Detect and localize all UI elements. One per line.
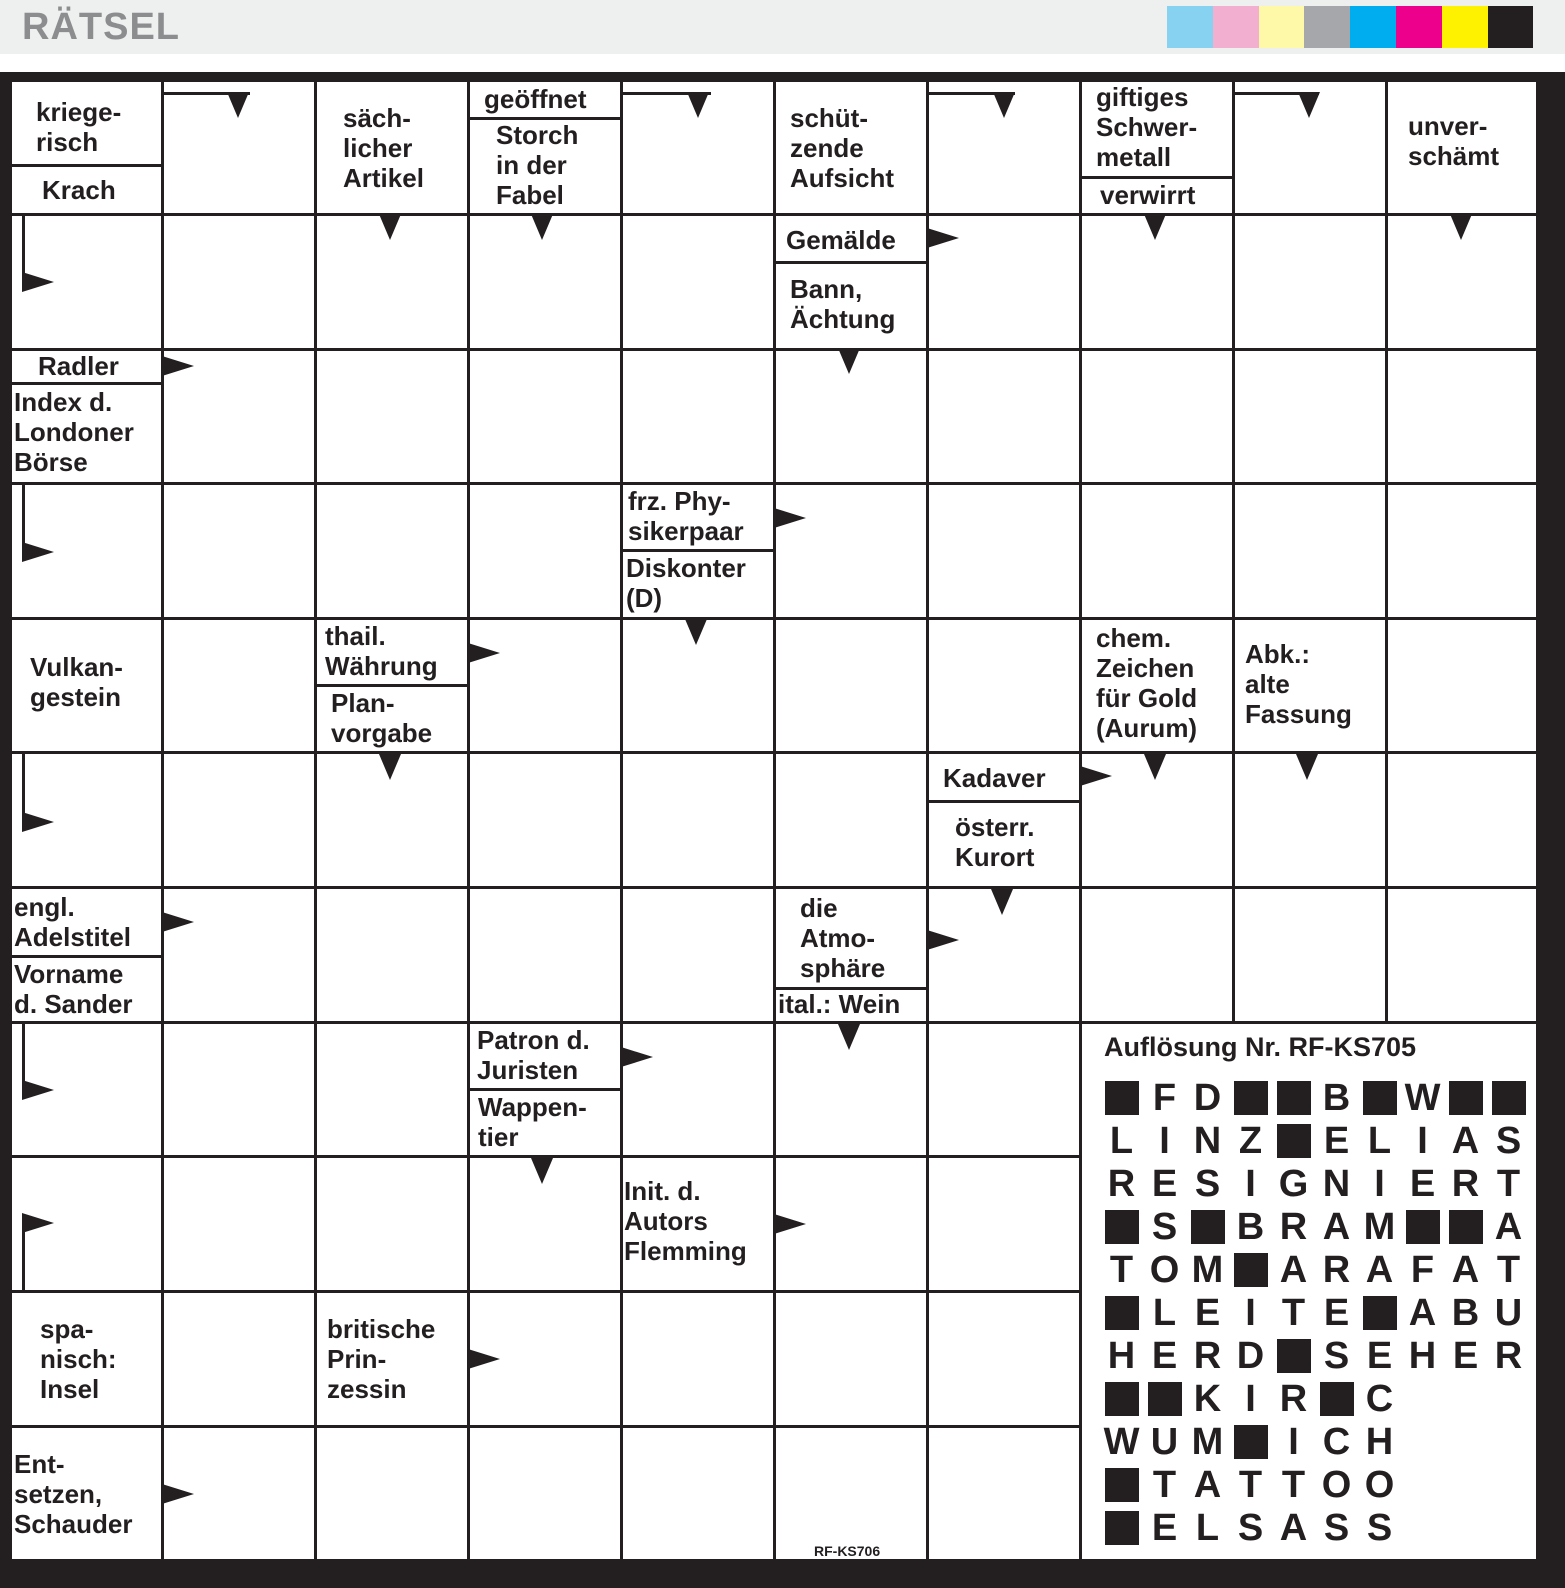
grid-cell[interactable]	[623, 1293, 773, 1425]
solution-row	[1100, 1422, 1401, 1462]
clue-text: giftiges Schwer- metall	[1096, 82, 1198, 172]
solution-black-square	[1229, 1078, 1272, 1118]
solution-letter: K	[1193, 1377, 1222, 1420]
solution-row	[1100, 1078, 1530, 1118]
color-swatch	[1350, 6, 1396, 48]
solution-letter: A	[1451, 1248, 1480, 1291]
clue-text: schüt- zende Aufsicht	[790, 103, 894, 193]
solution-letter: Z	[1238, 1119, 1263, 1162]
clue-text: Patron d. Juristen	[477, 1025, 590, 1085]
clue-text: britische Prin- zessin	[327, 1314, 436, 1404]
grid-cell[interactable]	[623, 889, 773, 1021]
clue-text: thail. Währung	[325, 621, 438, 681]
solution-letter: R	[1494, 1334, 1523, 1377]
solution-black-square	[1358, 1293, 1401, 1333]
arrow-right-icon	[22, 1213, 54, 1233]
solution-letter: M	[1363, 1205, 1396, 1248]
solution-letter: T	[1496, 1162, 1521, 1205]
solution-black-square	[1186, 1207, 1229, 1247]
clue-c30	[12, 1305, 160, 1415]
arrow-down-icon	[531, 214, 553, 240]
color-swatch	[1304, 6, 1350, 48]
grid-cell[interactable]	[470, 620, 620, 751]
grid-cell[interactable]	[929, 1158, 1079, 1290]
clue-divider	[468, 1088, 621, 1091]
clue-c23	[12, 889, 160, 957]
grid-cell[interactable]	[164, 485, 314, 617]
clue-c15	[623, 553, 772, 615]
solution-letter: S	[1151, 1205, 1178, 1248]
grid-cell[interactable]	[1235, 351, 1385, 482]
solution-letter: D	[1236, 1334, 1265, 1377]
clue-c2	[12, 170, 160, 212]
solution-letter: T	[1281, 1291, 1306, 1334]
arrow-down-icon	[838, 348, 860, 374]
solution-letter: L	[1367, 1119, 1392, 1162]
solution-letter: A	[1494, 1205, 1523, 1248]
solution-letter: A	[1365, 1248, 1394, 1291]
solution-letter: L	[1195, 1506, 1220, 1549]
solution-black-square	[1100, 1078, 1143, 1118]
solution-letter: H	[1107, 1334, 1136, 1377]
clue-text: geöffnet	[484, 84, 587, 115]
grid-cell[interactable]	[317, 485, 467, 617]
solution-black-square	[1272, 1078, 1315, 1118]
clue-c16	[12, 638, 160, 728]
clue-c10	[776, 220, 925, 262]
grid-cell[interactable]	[623, 1024, 773, 1155]
color-swatch	[1396, 6, 1442, 48]
clue-c11	[776, 266, 925, 344]
solution-title: Auflösung Nr. RF-KS705	[1104, 1032, 1417, 1062]
grid-cell[interactable]	[929, 1293, 1079, 1425]
solution-letter: E	[1366, 1334, 1393, 1377]
solution-letter: R	[1322, 1248, 1351, 1291]
clue-c27	[470, 1024, 619, 1088]
arrow-down-icon	[379, 214, 401, 240]
clue-c19	[1082, 618, 1231, 750]
arrow-right-icon	[468, 1349, 500, 1369]
grid-cell[interactable]	[623, 351, 773, 482]
solution-letter: M	[1191, 1420, 1224, 1463]
solution-letter: S	[1194, 1162, 1221, 1205]
solution-letter: E	[1194, 1291, 1221, 1334]
solution-black-square	[1358, 1078, 1401, 1118]
solution-black-square	[1487, 1078, 1530, 1118]
grid-cell[interactable]	[164, 754, 314, 886]
arrow-right-icon	[22, 1080, 54, 1100]
puzzle-code: RF-KS706	[814, 1543, 881, 1559]
arrow-right-icon	[621, 1047, 653, 1067]
arrow-stem-icon	[22, 1214, 25, 1292]
arrow-stem-icon	[22, 214, 25, 284]
grid-cell[interactable]	[1388, 754, 1536, 886]
solution-letter: R	[1279, 1205, 1308, 1248]
grid-cell[interactable]	[1388, 620, 1536, 751]
solution-letter: R	[1451, 1162, 1480, 1205]
solution-letter: S	[1323, 1506, 1350, 1549]
clue-text: verwirrt	[1100, 180, 1196, 211]
solution-letter: I	[1245, 1162, 1256, 1205]
clue-text: frz. Phy- sikerpaar	[628, 486, 744, 546]
solution-letter: S	[1323, 1334, 1350, 1377]
arrow-down-icon	[993, 92, 1015, 118]
clue-c5	[470, 120, 619, 212]
solution-letter: F	[1152, 1076, 1177, 1119]
solution-black-square	[1100, 1379, 1143, 1419]
solution-letter: A	[1279, 1248, 1308, 1291]
arrow-down-icon	[1450, 214, 1472, 240]
clue-c32	[12, 1436, 160, 1554]
clue-c22	[929, 806, 1078, 880]
clue-text: kriege- risch	[36, 97, 122, 157]
arrow-right-icon	[774, 1214, 806, 1234]
solution-letter: N	[1193, 1119, 1222, 1162]
solution-letter: A	[1322, 1205, 1351, 1248]
grid-cell[interactable]	[929, 1428, 1079, 1559]
clue-c6	[776, 94, 925, 204]
grid-cell[interactable]	[1082, 351, 1232, 482]
solution-letter: O	[1321, 1463, 1352, 1506]
solution-black-square	[1229, 1422, 1272, 1462]
color-swatch	[1259, 6, 1305, 48]
arrow-stem-icon	[162, 92, 250, 95]
grid-cell[interactable]	[317, 1024, 467, 1155]
solution-black-square	[1100, 1293, 1143, 1333]
arrow-down-icon	[1296, 754, 1318, 780]
arrow-down-icon	[685, 619, 707, 645]
solution-letter: E	[1151, 1506, 1178, 1549]
solution-letter: M	[1191, 1248, 1224, 1291]
arrow-right-icon	[468, 643, 500, 663]
solution-letter: C	[1322, 1420, 1351, 1463]
arrow-right-icon	[22, 272, 54, 292]
solution-letter: G	[1278, 1162, 1309, 1205]
grid-cell[interactable]	[1082, 485, 1232, 617]
clue-text: Wappen- tier	[478, 1092, 587, 1152]
clue-c4	[470, 82, 619, 118]
clue-c14	[623, 485, 772, 549]
solution-letter: I	[1288, 1420, 1299, 1463]
arrow-down-icon	[1298, 92, 1320, 118]
arrow-stem-icon	[621, 92, 711, 95]
solution-black-square	[1401, 1207, 1444, 1247]
arrow-down-icon	[687, 92, 709, 118]
clue-text: unver- schämt	[1408, 111, 1500, 171]
grid-cell[interactable]	[929, 620, 1079, 751]
clue-c17	[317, 620, 466, 684]
clue-c3	[317, 94, 466, 204]
solution-letter: E	[1323, 1291, 1350, 1334]
arrow-right-icon	[927, 930, 959, 950]
solution-letter: T	[1109, 1248, 1134, 1291]
clue-text: die Atmo- sphäre	[800, 893, 886, 983]
clue-c8	[1082, 180, 1231, 212]
solution-row	[1100, 1164, 1530, 1204]
grid-cell[interactable]	[623, 754, 773, 886]
arrow-down-icon	[227, 92, 249, 118]
clue-c1	[12, 90, 160, 166]
clue-text: spa- nisch: Insel	[40, 1314, 117, 1404]
solution-letter: O	[1364, 1463, 1395, 1506]
solution-black-square	[1100, 1207, 1143, 1247]
solution-letter: T	[1238, 1463, 1263, 1506]
solution-letter: N	[1322, 1162, 1351, 1205]
clue-text: Abk.: alte Fassung	[1245, 639, 1352, 729]
clue-c13	[12, 385, 160, 481]
solution-row	[1100, 1379, 1401, 1419]
solution-letter: A	[1279, 1506, 1308, 1549]
solution-letter: D	[1193, 1076, 1222, 1119]
clue-text: Krach	[42, 175, 116, 206]
arrow-right-icon	[162, 356, 194, 376]
grid-cell[interactable]	[1235, 485, 1385, 617]
clue-c31	[317, 1305, 466, 1415]
arrow-right-icon	[22, 542, 54, 562]
solution-letter: O	[1149, 1248, 1180, 1291]
clue-text: Kadaver	[943, 763, 1046, 794]
grid-cell[interactable]	[1235, 889, 1385, 1021]
grid-cell[interactable]	[317, 1428, 467, 1559]
solution-black-square	[1444, 1078, 1487, 1118]
arrow-down-icon	[1144, 214, 1166, 240]
clue-text: säch- licher Artikel	[343, 103, 424, 193]
solution-black-square	[1229, 1250, 1272, 1290]
clue-text: Bann, Ächtung	[790, 274, 896, 334]
solution-row	[1100, 1121, 1530, 1161]
solution-letter: S	[1237, 1506, 1264, 1549]
clue-c28	[470, 1092, 619, 1154]
crossword-grid	[0, 72, 1565, 1588]
solution-black-square	[1143, 1379, 1186, 1419]
grid-cell[interactable]	[623, 1428, 773, 1559]
clue-c20	[1235, 630, 1384, 740]
clue-text: Ent- setzen, Schauder	[14, 1449, 133, 1539]
clue-c9	[1388, 104, 1535, 180]
color-swatch	[1442, 6, 1488, 48]
grid-cell[interactable]	[776, 620, 926, 751]
grid-cell[interactable]	[317, 1158, 467, 1290]
solution-letter: I	[1159, 1119, 1170, 1162]
arrow-down-icon	[991, 889, 1013, 915]
solution-letter: I	[1245, 1377, 1256, 1420]
grid-cell[interactable]	[164, 1158, 314, 1290]
arrow-right-icon	[927, 228, 959, 248]
solution-letter: B	[1236, 1205, 1265, 1248]
arrow-stem-icon	[927, 92, 1015, 95]
grid-cell[interactable]	[317, 889, 467, 1021]
solution-letter: R	[1107, 1162, 1136, 1205]
solution-letter: T	[1281, 1463, 1306, 1506]
clue-c24	[12, 959, 160, 1021]
solution-black-square	[1272, 1336, 1315, 1376]
clue-c25	[776, 891, 925, 987]
grid-cell[interactable]	[1235, 216, 1385, 348]
solution-letter: E	[1409, 1162, 1436, 1205]
clue-text: österr. Kurort	[955, 812, 1035, 872]
solution-letter: U	[1150, 1420, 1179, 1463]
grid-cell[interactable]	[1388, 351, 1536, 482]
solution-letter: I	[1417, 1119, 1428, 1162]
solution-row	[1100, 1250, 1530, 1290]
arrow-down-icon	[1144, 754, 1166, 780]
solution-row	[1100, 1336, 1530, 1376]
arrow-right-icon	[162, 1484, 194, 1504]
solution-row	[1100, 1465, 1401, 1505]
clue-text: Init. d. Autors Flemming	[624, 1176, 747, 1266]
color-swatch	[1488, 6, 1534, 48]
grid-cell[interactable]	[470, 754, 620, 886]
grid-cell[interactable]	[470, 351, 620, 482]
arrow-down-icon	[531, 1158, 553, 1184]
solution-letter: L	[1109, 1119, 1134, 1162]
solution-letter: B	[1451, 1291, 1480, 1334]
solution-letter: C	[1365, 1377, 1394, 1420]
clue-text: Radler	[38, 351, 119, 382]
clue-text: Gemälde	[786, 225, 896, 256]
clue-c18	[317, 688, 466, 750]
grid-cell[interactable]	[164, 1024, 314, 1155]
arrow-stem-icon	[1233, 92, 1319, 95]
solution-row	[1100, 1207, 1530, 1247]
page-title: RÄTSEL	[22, 6, 180, 48]
arrow-right-icon	[1080, 766, 1112, 786]
clue-c12	[12, 351, 160, 383]
color-swatch	[1213, 6, 1259, 48]
solution-letter: E	[1151, 1334, 1178, 1377]
grid-cell[interactable]	[929, 1024, 1079, 1155]
solution-letter: E	[1323, 1119, 1350, 1162]
solution-letter: H	[1408, 1334, 1437, 1377]
solution-letter: S	[1366, 1506, 1393, 1549]
grid-cell[interactable]	[929, 351, 1079, 482]
arrow-stem-icon	[22, 484, 25, 554]
solution-black-square	[1315, 1379, 1358, 1419]
grid-cell[interactable]	[929, 485, 1079, 617]
solution-letter: T	[1152, 1463, 1177, 1506]
clue-divider	[927, 800, 1080, 803]
clue-text: ital.: Wein	[778, 989, 901, 1020]
solution-row	[1100, 1293, 1530, 1333]
grid-cell[interactable]	[776, 1293, 926, 1425]
arrow-right-icon	[774, 508, 806, 528]
solution-letter: E	[1151, 1162, 1178, 1205]
print-color-bar	[1167, 6, 1533, 48]
arrow-right-icon	[22, 812, 54, 832]
clue-text: Vorname d. Sander	[14, 959, 133, 1019]
solution-letter: I	[1245, 1291, 1256, 1334]
grid-cell[interactable]	[164, 1293, 314, 1425]
header-bar	[0, 0, 1565, 54]
solution-letter: H	[1365, 1420, 1394, 1463]
grid-cell[interactable]	[164, 216, 314, 348]
grid-cell[interactable]	[470, 1428, 620, 1559]
solution-letter: W	[1404, 1076, 1441, 1119]
clue-text: chem. Zeichen für Gold (Aurum)	[1096, 623, 1198, 743]
grid-cell[interactable]	[1388, 485, 1536, 617]
clue-c29	[623, 1172, 772, 1272]
color-swatch	[1167, 6, 1213, 48]
solution-black-square	[1444, 1207, 1487, 1247]
clue-c26	[776, 989, 925, 1021]
solution-letter: E	[1452, 1334, 1479, 1377]
solution-letter: A	[1451, 1119, 1480, 1162]
clue-c21	[929, 760, 1078, 798]
solution-letter: R	[1193, 1334, 1222, 1377]
arrow-stem-icon	[22, 754, 25, 824]
arrow-down-icon	[838, 1024, 860, 1050]
solution-letter: A	[1408, 1291, 1437, 1334]
grid-cell[interactable]	[776, 485, 926, 617]
solution-letter: L	[1152, 1291, 1177, 1334]
solution-letter: R	[1279, 1377, 1308, 1420]
clue-c7	[1082, 80, 1231, 176]
solution-letter: A	[1193, 1463, 1222, 1506]
grid-cell[interactable]	[623, 216, 773, 348]
grid-cell[interactable]	[317, 351, 467, 482]
solution-letter: B	[1322, 1076, 1351, 1119]
grid-cell[interactable]	[470, 889, 620, 1021]
clue-divider	[315, 684, 468, 687]
grid-cell[interactable]	[470, 485, 620, 617]
solution-letter: W	[1103, 1420, 1140, 1463]
clue-text: Index d. Londoner Börse	[14, 387, 134, 477]
solution-letter: U	[1494, 1291, 1523, 1334]
grid-cell[interactable]	[1388, 889, 1536, 1021]
grid-cell[interactable]	[776, 754, 926, 886]
solution-black-square	[1100, 1508, 1143, 1548]
grid-cell[interactable]	[164, 889, 314, 1021]
clue-text: engl. Adelstitel	[14, 892, 132, 952]
grid-cell[interactable]	[776, 1428, 926, 1559]
solution-letter: T	[1496, 1248, 1521, 1291]
solution-letter: F	[1410, 1248, 1435, 1291]
solution-letter: I	[1374, 1162, 1385, 1205]
clue-text: Vulkan- gestein	[30, 652, 123, 712]
arrow-stem-icon	[22, 1024, 25, 1092]
grid-cell[interactable]	[164, 620, 314, 751]
clue-text: Diskonter (D)	[626, 553, 746, 613]
solution-row	[1100, 1508, 1401, 1548]
clue-text: Storch in der Fabel	[496, 120, 579, 210]
clue-text: Plan- vorgabe	[331, 688, 433, 748]
solution-black-square	[1272, 1121, 1315, 1161]
grid-cell[interactable]	[1082, 889, 1232, 1021]
arrow-right-icon	[162, 912, 194, 932]
arrow-down-icon	[379, 754, 401, 780]
solution-black-square	[1100, 1465, 1143, 1505]
solution-letter: S	[1495, 1119, 1522, 1162]
clue-divider	[1080, 176, 1233, 179]
clue-divider	[621, 549, 774, 552]
